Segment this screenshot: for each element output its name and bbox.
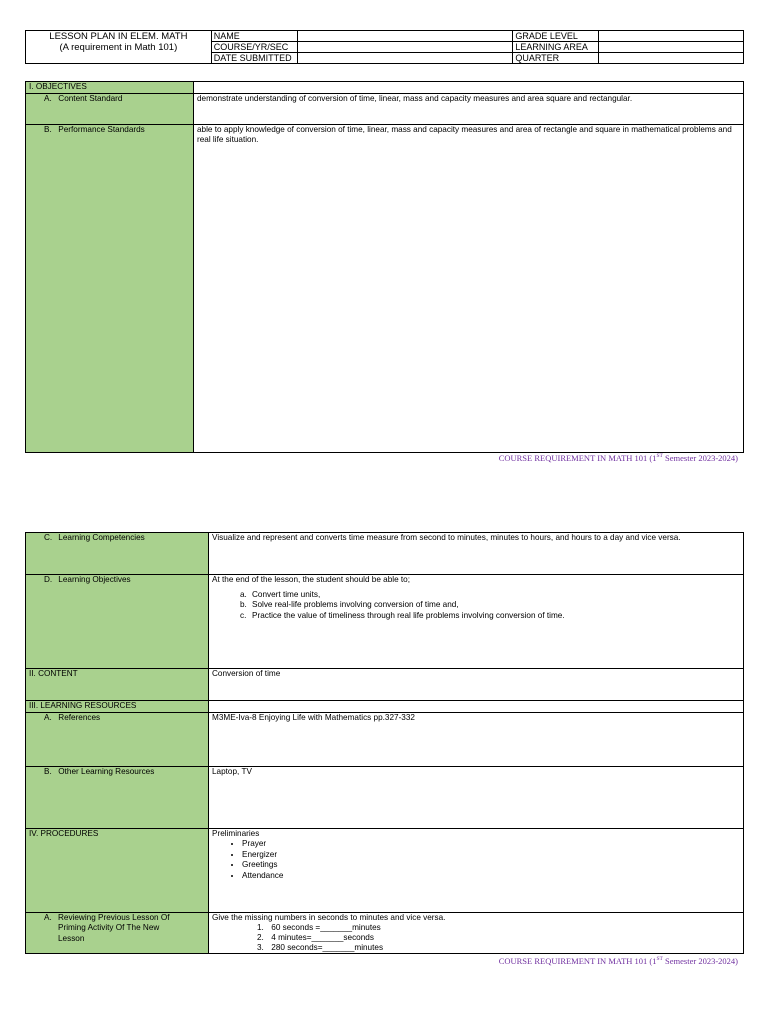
name-field[interactable]	[297, 31, 513, 42]
quarter-field[interactable]	[599, 53, 744, 64]
preliminaries-cell	[209, 828, 744, 912]
content-standard-text: demonstrate understanding of conversion of time, linear, mass and capacity measures and area square and rectangular.	[194, 93, 744, 124]
grade-level-field[interactable]	[599, 31, 744, 42]
learning-competencies-text: Visualize and represent and converts time measure from second to minutes, minutes to hours, and hours to a day and vice versa.	[209, 533, 744, 575]
footer-course-requirement-1	[499, 453, 738, 463]
references-label	[26, 712, 209, 766]
list-text: Practice the value of timeliness through real life problems involving conversion of time.	[252, 610, 565, 620]
learning-area-label: LEARNING AREA	[513, 42, 599, 53]
list-item	[257, 943, 740, 953]
learning-resources-blank	[209, 701, 744, 713]
list-item: • Attendance	[242, 871, 740, 882]
list-text: Convert time units,	[252, 589, 321, 599]
title-line-1: LESSON PLAN IN ELEM. MATH	[49, 31, 188, 42]
title-line-2: (A requirement in Math 101)	[59, 42, 178, 53]
list-text: Solve real-life problems involving conversion of time and,	[252, 600, 459, 609]
footer-1-text-a: COURSE REQUIREMENT IN MATH 101 (1	[498, 453, 657, 463]
date-submitted-label: DATE SUBMITTED	[211, 53, 297, 64]
footer-1-text-b: Semester 2023-2024)	[662, 453, 738, 463]
objectives-heading: I. OBJECTIVES	[26, 82, 194, 94]
reviewing-title-line-2: Priming Activity Of The New	[58, 923, 160, 932]
learning-resources-heading: III. LEARNING RESOURCES	[26, 701, 209, 713]
learning-objectives-cell	[209, 575, 744, 669]
list-item: • Energizer	[242, 850, 740, 861]
reviewing-title-line-1: Reviewing Previous Lesson Of	[58, 912, 170, 922]
other-resources-marker: B.	[44, 766, 52, 776]
reviewing-items	[212, 923, 740, 953]
content-standard-marker: A.	[44, 93, 52, 103]
course-label: COURSE/YR/SEC	[211, 42, 297, 53]
objectives-table	[25, 81, 744, 453]
preliminaries-list	[212, 839, 740, 881]
learning-competencies-label	[26, 533, 209, 575]
reviewing-title-line-3: Lesson	[58, 933, 85, 943]
references-title: References	[58, 712, 101, 722]
list-item	[240, 590, 740, 601]
list-text: 60 seconds =_______minutes	[271, 923, 381, 932]
footer-2-text-a: COURSE REQUIREMENT IN MATH 101 (1	[498, 956, 657, 966]
objectives-marker: D.	[44, 575, 53, 584]
lesson-plan-title	[26, 31, 212, 64]
reviewing-lesson-title-wrap	[44, 913, 205, 945]
course-field[interactable]	[297, 42, 513, 53]
learning-objectives-label	[26, 575, 209, 669]
list-item	[240, 611, 740, 622]
list-item	[240, 600, 740, 611]
list-item: • Greetings	[242, 860, 740, 871]
list-marker: 1.	[257, 923, 264, 932]
reviewing-marker: A.	[44, 912, 52, 922]
content-text: Conversion of time	[209, 669, 744, 701]
list-marker: 2.	[257, 933, 264, 942]
objectives-title: Learning Objectives	[58, 575, 131, 584]
other-resources-title: Other Learning Resources	[58, 766, 155, 776]
references-marker: A.	[44, 712, 52, 722]
lesson-details-table	[25, 532, 744, 954]
other-resources-label	[26, 766, 209, 828]
footer-1-sup: ST	[656, 453, 663, 460]
content-standard-title: Content Standard	[58, 93, 123, 103]
learning-area-field[interactable]	[599, 42, 744, 53]
competencies-title: Learning Competencies	[58, 533, 145, 542]
name-label: NAME	[211, 31, 297, 42]
learning-objectives-list	[212, 590, 740, 622]
quarter-label: QUARTER	[513, 53, 599, 64]
grade-level-label: GRADE LEVEL	[513, 31, 599, 42]
references-text: M3ME-Iva-8 Enjoying Life with Mathematics pp.327-332	[209, 712, 744, 766]
learning-objectives-intro: At the end of the lesson, the student should be able to;	[212, 575, 411, 584]
content-heading: II. CONTENT	[26, 669, 209, 701]
footer-2-text-b: Semester 2023-2024)	[662, 956, 738, 966]
list-text: 280 seconds=_______minutes	[271, 943, 384, 952]
footer-2-sup: ST	[656, 956, 663, 963]
performance-title: Performance Standards	[58, 124, 145, 134]
footer-course-requirement-2	[499, 956, 738, 966]
competencies-marker: C.	[44, 533, 53, 542]
procedures-heading: IV. PROCEDURES	[26, 828, 209, 912]
reviewing-lesson-cell	[209, 912, 744, 954]
list-marker: b.	[240, 600, 247, 609]
list-marker: 3.	[257, 943, 264, 952]
reviewing-lesson-label	[26, 912, 209, 954]
performance-standards-text: able to apply knowledge of conversion of time, linear, mass and capacity measures and area of rectangle and square in mathematical problems and real life situation.	[194, 124, 744, 452]
content-standard-label	[26, 93, 194, 124]
list-marker: c.	[240, 610, 247, 620]
date-submitted-field[interactable]	[297, 53, 513, 64]
list-marker: a.	[240, 589, 247, 599]
performance-marker: B.	[44, 124, 52, 134]
performance-standards-label	[26, 124, 194, 452]
objectives-heading-blank	[194, 82, 744, 94]
reviewing-title	[58, 913, 170, 945]
list-text: 4 minutes=_______seconds	[271, 933, 374, 942]
header-table	[25, 30, 744, 64]
list-item: • Prayer	[242, 839, 740, 850]
preliminaries-title: Preliminaries	[212, 828, 260, 838]
list-item	[257, 933, 740, 943]
other-resources-text: Laptop, TV	[209, 766, 744, 828]
list-item	[257, 923, 740, 933]
reviewing-instructions: Give the missing numbers in seconds to minutes and vice versa.	[212, 912, 446, 922]
